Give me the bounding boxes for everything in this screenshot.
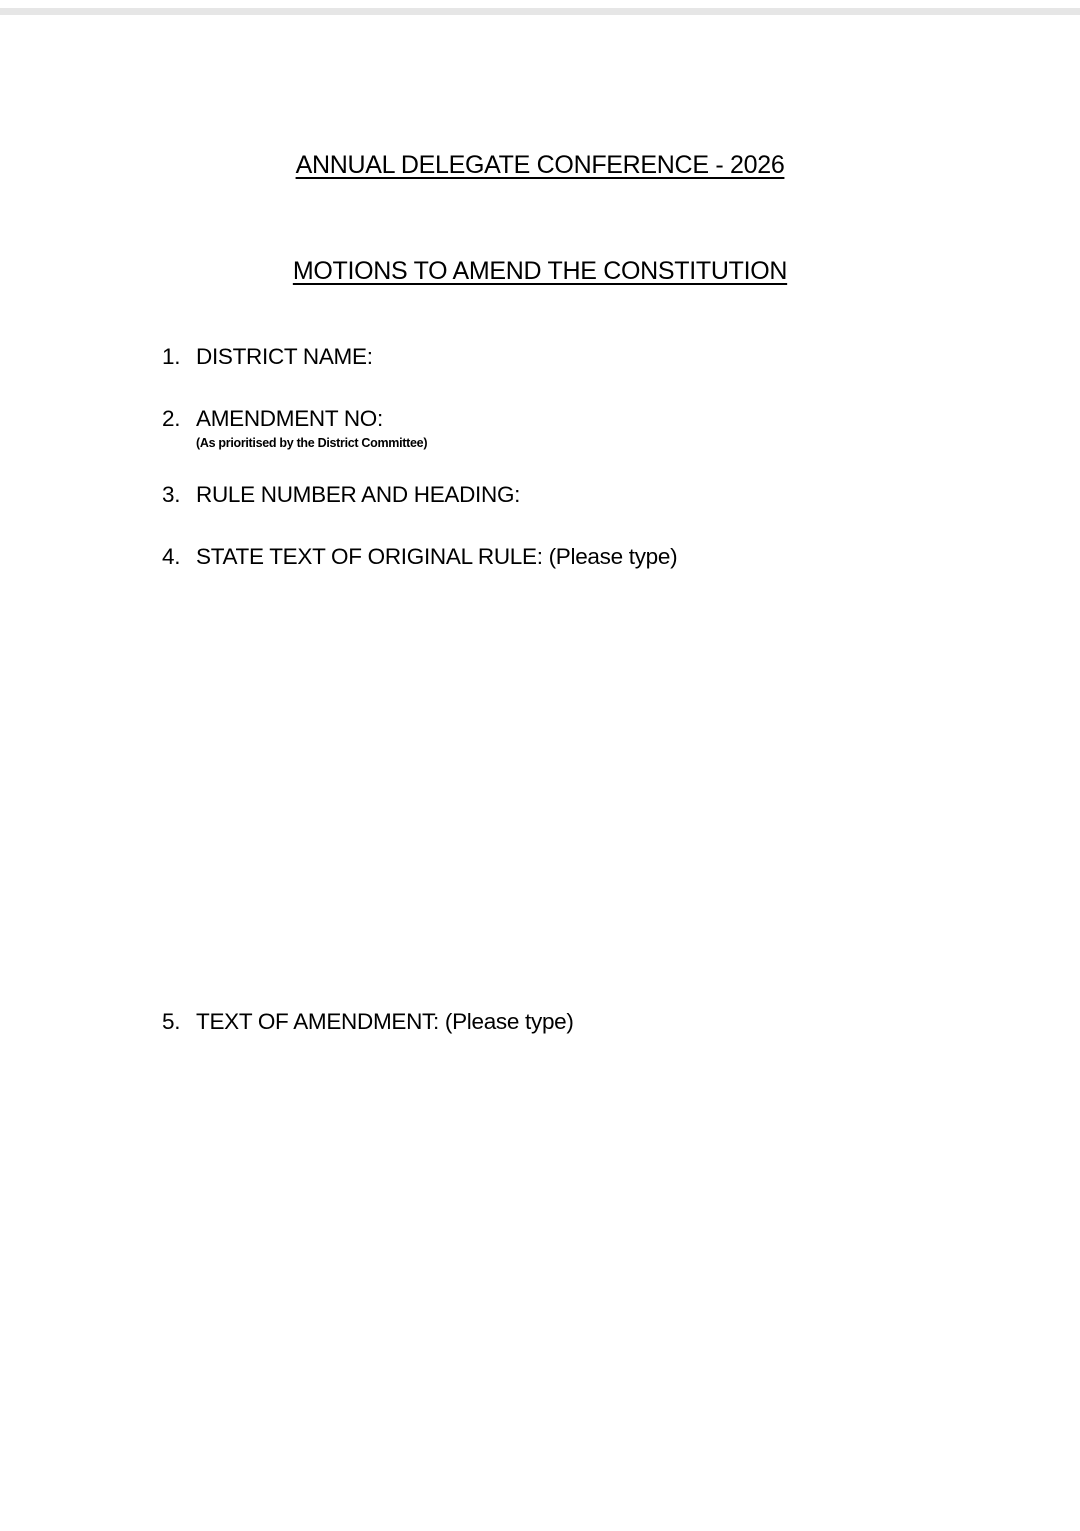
list-item-label: DISTRICT NAME: (196, 344, 373, 369)
list-item-number: 3. (162, 482, 181, 507)
page-top-border (0, 8, 1080, 15)
list-item-rule-number (162, 481, 520, 509)
document-title-text: ANNUAL DELEGATE CONFERENCE - 2026 (295, 151, 785, 179)
document-subtitle-text: MOTIONS TO AMEND THE CONSTITUTION (292, 257, 788, 285)
amendment-no-note: (As prioritised by the District Committee) (196, 436, 428, 450)
list-item-amendment-no (162, 405, 383, 433)
list-item-number: 5. (162, 1009, 181, 1034)
list-item-label: RULE NUMBER AND HEADING: (196, 482, 521, 507)
list-item-district-name (162, 343, 373, 371)
list-item-label: STATE TEXT OF ORIGINAL RULE: (Please type) (196, 544, 678, 569)
list-item-number: 2. (162, 406, 181, 431)
document-title (0, 150, 1080, 180)
list-item-text-of-amendment (162, 1008, 574, 1036)
document-subtitle (0, 256, 1080, 286)
list-item-label: TEXT OF AMENDMENT: (Please type) (196, 1009, 574, 1034)
list-item-original-rule (162, 543, 677, 571)
list-item-label: AMENDMENT NO: (196, 406, 383, 431)
list-item-number: 4. (162, 544, 181, 569)
list-item-number: 1. (162, 344, 181, 369)
